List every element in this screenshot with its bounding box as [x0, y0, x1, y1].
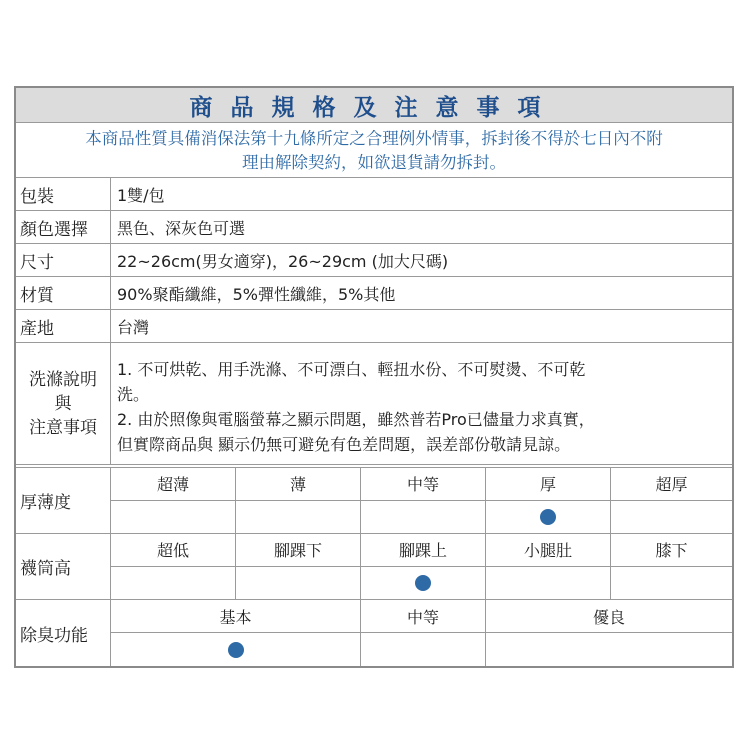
rating-option: 膝下 — [655, 541, 688, 561]
rating-option: 超薄 — [111, 468, 236, 500]
wash-text — [111, 343, 732, 464]
selected-dot-icon — [228, 642, 244, 658]
spec-label: 尺寸 — [16, 244, 111, 276]
return-notice — [16, 123, 732, 178]
spec-row-material — [16, 277, 732, 310]
rating-option: 小腿肚 — [486, 534, 611, 566]
rating-mark-cell — [486, 501, 611, 534]
rating-mark-cell — [486, 567, 611, 600]
rating-marks — [111, 567, 732, 600]
rating-option: 腳踝下 — [236, 534, 361, 566]
rating-mark-cell — [111, 633, 361, 666]
rating-option: 中等 — [361, 468, 486, 500]
rating-option: 中等 — [361, 600, 486, 632]
wash-line-1: 1. 不可烘乾、用手洗滌、不可漂白、輕扭水份、不可熨燙、不可乾 — [117, 360, 586, 379]
wash-line-4: 但實際商品與 顯示仍無可避免有色差問題，誤差部份敬請見諒。 — [117, 435, 571, 454]
rating-option: 優良 — [592, 607, 625, 627]
spec-row-wash — [16, 343, 732, 465]
spec-row-color — [16, 211, 732, 244]
rating-row-deodor — [16, 600, 732, 666]
rating-option: 超低 — [111, 534, 236, 566]
spec-value: 黑色、深灰色可選 — [117, 218, 246, 238]
rating-option: 厚 — [486, 468, 611, 500]
rating-mark-cell — [236, 567, 361, 600]
rating-option: 腳踝上 — [361, 534, 486, 566]
wash-label-line-3: 注意事項 — [29, 417, 97, 438]
rating-mark-cell — [611, 567, 732, 600]
spec-value: 台灣 — [117, 317, 150, 337]
spec-row-package — [16, 178, 732, 211]
sheet-title: 商品規格及注意事項 — [16, 88, 732, 123]
rating-mark-cell — [111, 567, 236, 600]
spec-value: 1雙/包 — [117, 185, 165, 205]
rating-mark-cell — [111, 501, 236, 534]
spec-value: 22~26cm(男女適穿)，26~29cm (加大尺碼) — [117, 251, 449, 271]
spec-sheet — [14, 86, 734, 668]
notice-line-1: 本商品性質具備消保法第十九條所定之合理例外情事，拆封後不得於七日內不附 — [85, 129, 663, 148]
rating-mark-cell — [486, 633, 732, 666]
rating-options — [111, 534, 732, 567]
notice-line-2: 理由解除契約，如欲退貨請勿拆封。 — [242, 153, 506, 172]
spec-value: 90%聚酯纖維，5%彈性纖維，5%其他 — [117, 284, 396, 304]
spec-row-size — [16, 244, 732, 277]
rating-row-thickness — [16, 468, 732, 534]
wash-line-2: 洗。 — [117, 385, 150, 404]
rating-option: 薄 — [236, 468, 361, 500]
rating-label: 除臭功能 — [16, 600, 111, 666]
rating-marks — [111, 501, 732, 534]
rating-label: 厚薄度 — [16, 468, 111, 533]
rating-row-height — [16, 534, 732, 600]
spec-label: 材質 — [16, 277, 111, 309]
wash-label-line-1: 洗滌說明 — [29, 369, 97, 390]
rating-mark-cell — [236, 501, 361, 534]
selected-dot-icon — [415, 575, 431, 591]
spec-label: 包裝 — [16, 178, 111, 210]
rating-option: 基本 — [111, 600, 361, 632]
rating-mark-cell — [361, 633, 486, 666]
rating-options — [111, 468, 732, 501]
wash-line-3: 2. 由於照像與電腦螢幕之顯示問題，雖然普若Pro已儘量力求真實， — [117, 410, 595, 429]
selected-dot-icon — [540, 509, 556, 525]
spec-label: 產地 — [16, 310, 111, 342]
spec-row-origin — [16, 310, 732, 343]
wash-label-line-2: 與 — [54, 393, 72, 414]
rating-mark-cell — [361, 567, 486, 600]
spec-label: 顏色選擇 — [16, 211, 111, 243]
rating-option: 超厚 — [655, 475, 688, 495]
rating-options — [111, 600, 732, 633]
rating-marks — [111, 633, 732, 666]
rating-mark-cell — [611, 501, 732, 534]
rating-label: 襪筒高 — [16, 534, 111, 599]
wash-label — [16, 343, 111, 464]
rating-mark-cell — [361, 501, 486, 534]
